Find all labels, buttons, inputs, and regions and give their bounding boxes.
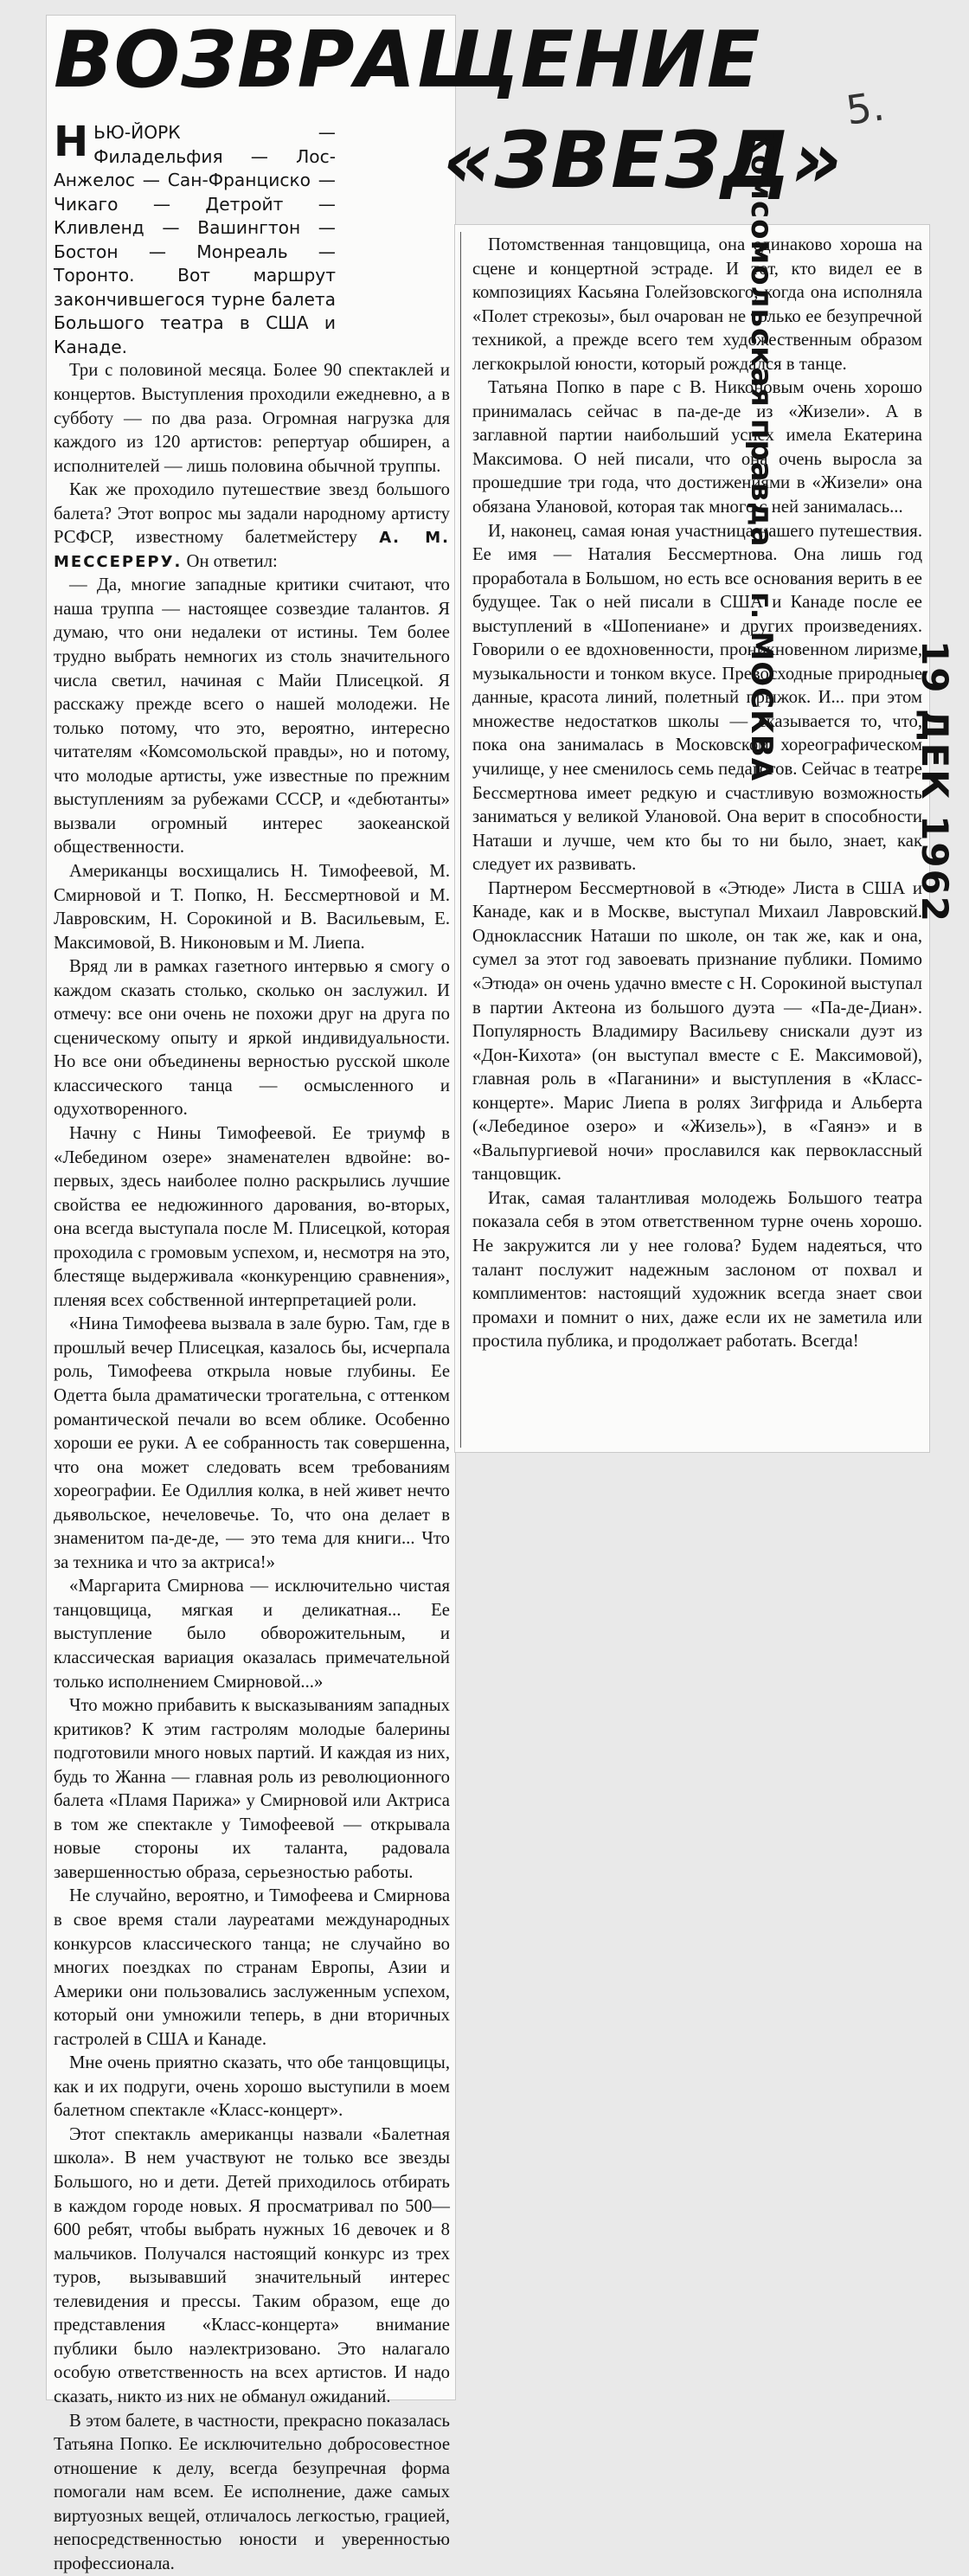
paragraph xyxy=(54,479,450,574)
handwritten-page-number: 5. xyxy=(843,82,887,134)
paragraph: Американцы восхищались Н. Тимофеевой, М. Смирновой и Т. Попко, Н. Бессмертновой и М. Лавровским, Н. Сорокиной и В. Васильевым, Е. Максимовой, В. Никоновым и М. Лиепа. xyxy=(54,860,450,955)
paragraph: Итак, самая талантливая молодежь Большого театра показала себя в этом ответственном турне очень хорошо. Не закружится ли у нее голова? Будем надеяться, что талант послужит надежным заслоном от похвал и комплиментов: настоящий художник всегда знает свои промахи и помнит о них, даже если их не заметила или простила публика, и продолжает работать. Всегда! xyxy=(472,1187,922,1354)
article-column-right xyxy=(472,234,922,1354)
column-rule xyxy=(460,232,461,1448)
paragraph: Партнером Бессмертновой в «Этюде» Листа в США и Канаде, как и в Москве, выступал Михаил Лавровский. Одноклассник Наташи по школе, он так же, как и она, сумел за этот год завоевать признание публики. Помимо «Этюда» он очень удачно вместе с Н. Сорокиной выступал в партии Актеона из большого дуэта — «Па-де-Диан». Популярность Владимиру Васильеву снискали дуэт из «Дон-Кихота» (он выступал вместе с Е. Максимовой), главная роль в «Паганини» и выступления в «Класс-концерте». Марис Лиепа в ролях Зигфрида и Альберта («Лебединое озеро» и «Жизель»), в «Гаянэ» и в «Вальпургиевой ночи» прославился как первоклассный танцовщик. xyxy=(472,877,922,1187)
paragraph: Что можно прибавить к высказываниям западных критиков? К этим гастролям молодые балерины подготовили много новых партий. И каждая из них, будь то Жанна — главная роль из революционного балета «Пламя Парижа» у Смирновой или Актриса в том же спектакле у Тимофеевой — открывала новые стороны их таланта, радовала завершенностью образа, серьезностью работы. xyxy=(54,1694,450,1885)
paragraph: В этом балете, в частности, прекрасно показалась Татьяна Попко. Ее исключительно добросовестное отношение к делу, всегда безупречная форма помогали нам всем. Ее исполнение, даже самых виртуозных вещей, отличалось легкостью, грацией, непосредственностью юности и уверенностью профессионала. xyxy=(54,2410,450,2576)
lede-text: ЬЮ-ЙОРК — Филадельфия — Лос-Анжелос — Сан-Франциско — Чикаго — Детройт — Кливленд — Вашингтон — Бостон — Монреаль — Торонто. Вот маршрут закончившегося турне балета Большого театра в США и Канаде. xyxy=(54,122,336,357)
source-date: 19 ДЕК 1962 xyxy=(914,640,956,865)
article-column-left xyxy=(54,121,450,2576)
paragraph: Вряд ли в рамках газетного интервью я смогу о каждом сказать столько, сколько он заслужил. И отмечу: все они очень не похожи друг на друга по сценическому опыту и яркой индивидуальности. Но все они объединены верностью русской школе классического танца — осмысленного и одухотворенного. xyxy=(54,955,450,1122)
paragraph-text: Как же проходило путешествие звезд большого балета? Этот вопрос мы задали народному артисту РСФСР, известному балетмейстеру xyxy=(54,480,450,547)
headline-line-1: ВОЗВРАЩЕНИЕ xyxy=(54,15,760,106)
paragraph: Не случайно, вероятно, и Тимофеева и Смирнова в свое время стали лауреатами международных конкурсов классического танца; не случайно во многих поездках по странам Европы, Азии и Америки они пользовались заслуженным успехом, который они умножили теперь, в дни вторичных гастролей в США и Канаде. xyxy=(54,1885,450,2052)
paragraph: Три с половиной месяца. Более 90 спектаклей и концертов. Выступления проходили ежедневно, а в субботу — по два раза. Огромная нагрузка для каждого из 120 артистов: репертуар обширен, а исполнителей — лишь половина обычной труппы. xyxy=(54,359,450,479)
drop-cap: Н xyxy=(54,123,88,161)
quote-paragraph: «Нина Тимофеева вызвала в зале бурю. Там, где в прошлый вечер Плисецкая, казалось бы, исчерпала роль, Тимофеева открыла новые глубины. Ее Одетта была драматически трогательна, с оттенком романтической печали во всем облике. Особенно хороши ее руки. А ее собранность так совершенна, что она может следовать всем требованиям хореографии. Ее Одиллия колка, в ней живет нечто дьявольское, нечеловечье. То, что она делает в знаменитом па-де-де, — это тема для книги... Что за техника и что за актриса!» xyxy=(54,1313,450,1575)
paragraph: Этот спектакль американцы назвали «Балетная школа». В нем участвуют не только все звезды Большого, но и дети. Детей приходилось отбирать в каждом городе новых. Я просматривал по 500—600 ребят, чтобы выбрать нужных 16 девочек и 8 мальчиков. Получался настоящий конкурс из трех туров, вызывавший значительный интерес телевидения и прессы. Таким образом, еще до представления «Класс-концерта» внимание публики было наэлектризовано. Это налагало особую ответственность на всех артистов. И надо сказать, никто из них не обманул ожиданий. xyxy=(54,2123,450,2410)
headline-line-2: «ЗВЕЗД» xyxy=(54,119,843,202)
paragraph: Татьяна Попко в паре с В. Никоновым очень хорошо принималась сейчас в па-де-де из «Жизели». А в заглавной партии наибольший успех имела Екатерина Максимова. О ней писали, что она очень выросла за прошедшие три года, что достижениями в «Жизели» она обязана Улановой, которая так много с ней занималась... xyxy=(472,376,922,519)
source-newspaper: Комсомольская правда xyxy=(744,130,779,548)
paragraph-text: Он ответил: xyxy=(182,552,277,571)
lede-paragraph xyxy=(54,121,336,359)
source-city: г. МОСКВА xyxy=(744,592,779,781)
paragraph: Начну с Нины Тимофеевой. Ее триумф в «Лебедином озере» знаменателен вдвойне: во-первых, здесь наиболее полно раскрылись лучшие свойства ее недюжинного дарования, во-вторых, она всегда выступала после М. Плисецкой, которая проходила с громовым успехом, и, несмотря на это, блестяще выдерживала «конкуренцию сравнения», пленяя всех собственной интерпретацией роли. xyxy=(54,1122,450,1313)
paragraph: Мне очень приятно сказать, что обе танцовщицы, как и их подруги, очень хорошо выступили в моем балетном спектакле «Класс-концерт». xyxy=(54,2052,450,2123)
quote-paragraph: «Маргарита Смирнова — исключительно чистая танцовщица, мягкая и деликатная... Ее выступление было обворожительным, и классическая вариация оказалась примечательной только исполнением Смирновой...» xyxy=(54,1575,450,1694)
interviewee-name: А. М. МЕССЕРЕРУ. xyxy=(54,529,450,571)
paragraph: — Да, многие западные критики считают, что наша труппа — настоящее созвездие талантов. Я думаю, что они недалеки от истины. Тем более трудно выбрать немногих из столь значительного числа светил, начиная с Майи Плисецкой. Я расскажу прежде всего о нашей молодежи. Не только потому, что это, вероятно, интересно читателям «Комсомольской правды», но и потому, что молодые артисты, уже известные по прежним выступлениям за рубежами СССР, и «дебютанты» вызвали огромный интерес заокеанской общественности. xyxy=(54,574,450,860)
paragraph: Потомственная танцовщица, она одинаково хороша на сцене и концертной эстраде. И тот, кто видел ее в композициях Касьяна Голейзовского, когда она исполняла «Полет стрекозы», был очарован не только ее безупречной техникой, а прежде всего тем художественным образом легкокрылой юности, который рождался в танце. xyxy=(472,234,922,376)
paragraph: И, наконец, самая юная участница нашего путешествия. Ее имя — Наталия Бессмертнова. Она лишь год проработала в Большом, но есть все основания верить в ее будущее. Так о ней писали в США и Канаде после ее выступлений в «Шопениане» и других произведениях. Говорили о ее вдохновенности, проникновенном лиризме, музыкальности и тонком вкусе. Превосходные природные данные, красота линий, полетный прыжок. И... при этом множестве недостатков школы — сказывается то, что, пока она занималась в Московском хореографическом училище, у нее сменилось семь педагогов. Сейчас в театре Бессмертнова имеет редкую и счастливую возможность заниматься у великой Улановой. Она верит в способности Наташи и лучше, чем кто бы то ни было, знает, как следует их развивать. xyxy=(472,520,922,877)
